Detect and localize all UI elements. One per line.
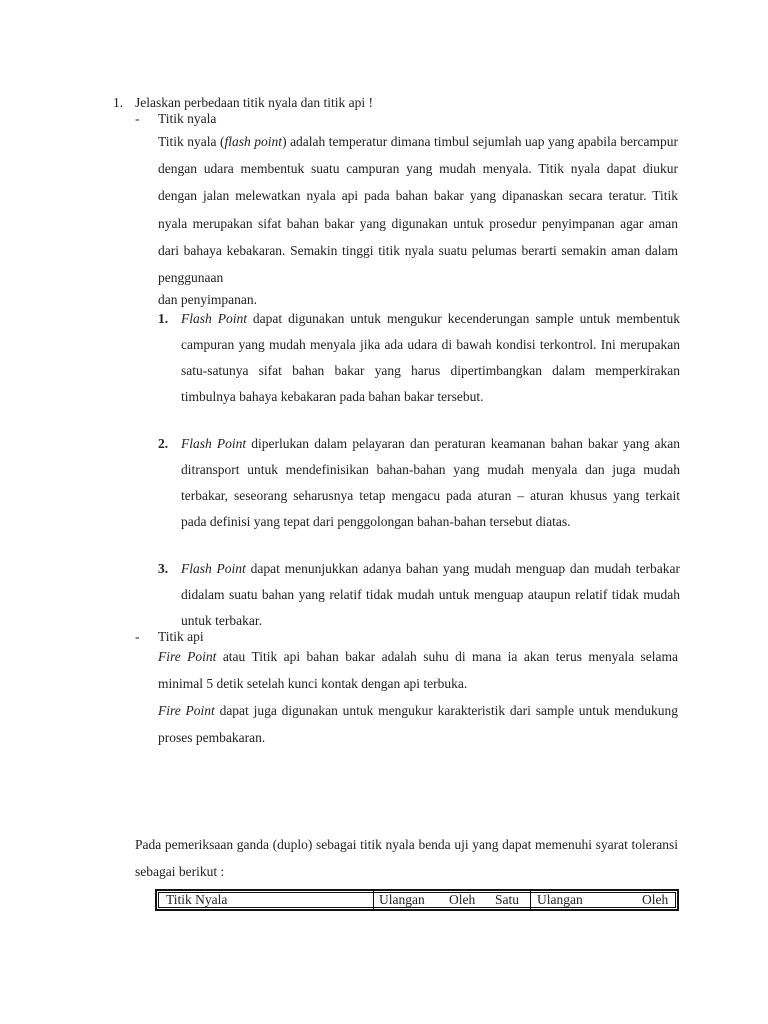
fire-point-usage: Fire Point dapat juga digunakan untuk mengukur karakteristik dari sample untuk mendukung proses pembakaran.: [158, 703, 678, 745]
table-header-cell: Oleh: [449, 892, 476, 907]
table-column-divider: [530, 889, 531, 911]
list-number: 2.: [158, 436, 169, 451]
flash-point-definition: Titik nyala (flash point) adalah temperatur dimana timbul sejumlah uap yang apabila bercampur dengan udara membentuk suatu campuran yang mudah menyala. Titik nyala dapat diukur dengan jalan melewatkan nyala api pada bahan bakar yang dipanaskan secara teratur. Titik nyala merupakan sifat bahan bakar yang digunakan untuk prosedur penyimpanan agar aman dari bahaya kebakaran. Semakin tinggi titik nyala suatu pelumas berarti semakin aman dalam penggunaan dan penyimpanan.: [158, 134, 678, 308]
table-header-cell: Ulangan: [379, 892, 425, 907]
table-header-cell: Oleh: [642, 892, 669, 907]
table-header-cell: Ulangan: [537, 892, 583, 907]
section-title: Titik nyala: [158, 111, 217, 126]
fire-point-term: Fire Point: [158, 649, 217, 664]
list-number: 3.: [158, 561, 169, 576]
fire-point-term: Fire Point: [158, 703, 215, 718]
list-item-text: Flash Point dapat menunjukkan adanya bahan yang mudah menguap dan mudah terbakar didalam suatu bahan yang relatif tidak mudah untuk menguap ataupun relatif tidak mudah untuk terbakar.: [181, 561, 680, 629]
section-title: Titik api: [158, 629, 204, 644]
paragraph-last-line: dan penyimpanan.: [158, 292, 257, 308]
dash-bullet: -: [135, 111, 140, 126]
list-number: 1.: [158, 311, 169, 326]
flash-point-term: flash point: [224, 134, 283, 149]
fire-point-definition: Fire Point atau Titik api bahan bakar adalah suhu di mana ia akan terus menyala selama minimal 5 detik setelah kunci kontak dengan api terbuka.: [158, 649, 678, 691]
table-header-cell: Titik Nyala: [166, 892, 228, 907]
table-column-divider: [373, 889, 374, 911]
question-number: 1.: [113, 95, 124, 110]
list-item-text: Flash Point dapat digunakan untuk mengukur kecenderungan sample untuk membentuk campuran yang mudah menyala jika ada udara di bawah kondisi terkontrol. Ini merupakan satu-satunya sifat bahan bakar yang harus dipertimbangkan dalam memperkirakan timbulnya bahaya kebakaran pada bahan bakar tersebut.: [181, 311, 681, 405]
list-item-text: Flash Point diperlukan dalam pelayaran dan peraturan keamanan bahan bakar yang akan ditransport untuk mendefinisikan bahan-bahan yang mudah menyala dan juga mudah terbakar, seseorang seharusnya tetap mengacu pada aturan – aturan khusus yang terkait pada definisi yang tepat dari penggolongan bahan-bahan tersebut diatas.: [181, 436, 680, 530]
question-text: Jelaskan perbedaan titik nyala dan titik api !: [135, 95, 374, 110]
tolerance-table-header: [155, 889, 679, 911]
dash-bullet: -: [135, 629, 140, 644]
table-header-cell: Satu: [495, 892, 520, 907]
closing-paragraph: Pada pemeriksaan ganda (duplo) sebagai titik nyala benda uji yang dapat memenuhi syarat toleransi sebagai berikut :: [135, 837, 678, 879]
